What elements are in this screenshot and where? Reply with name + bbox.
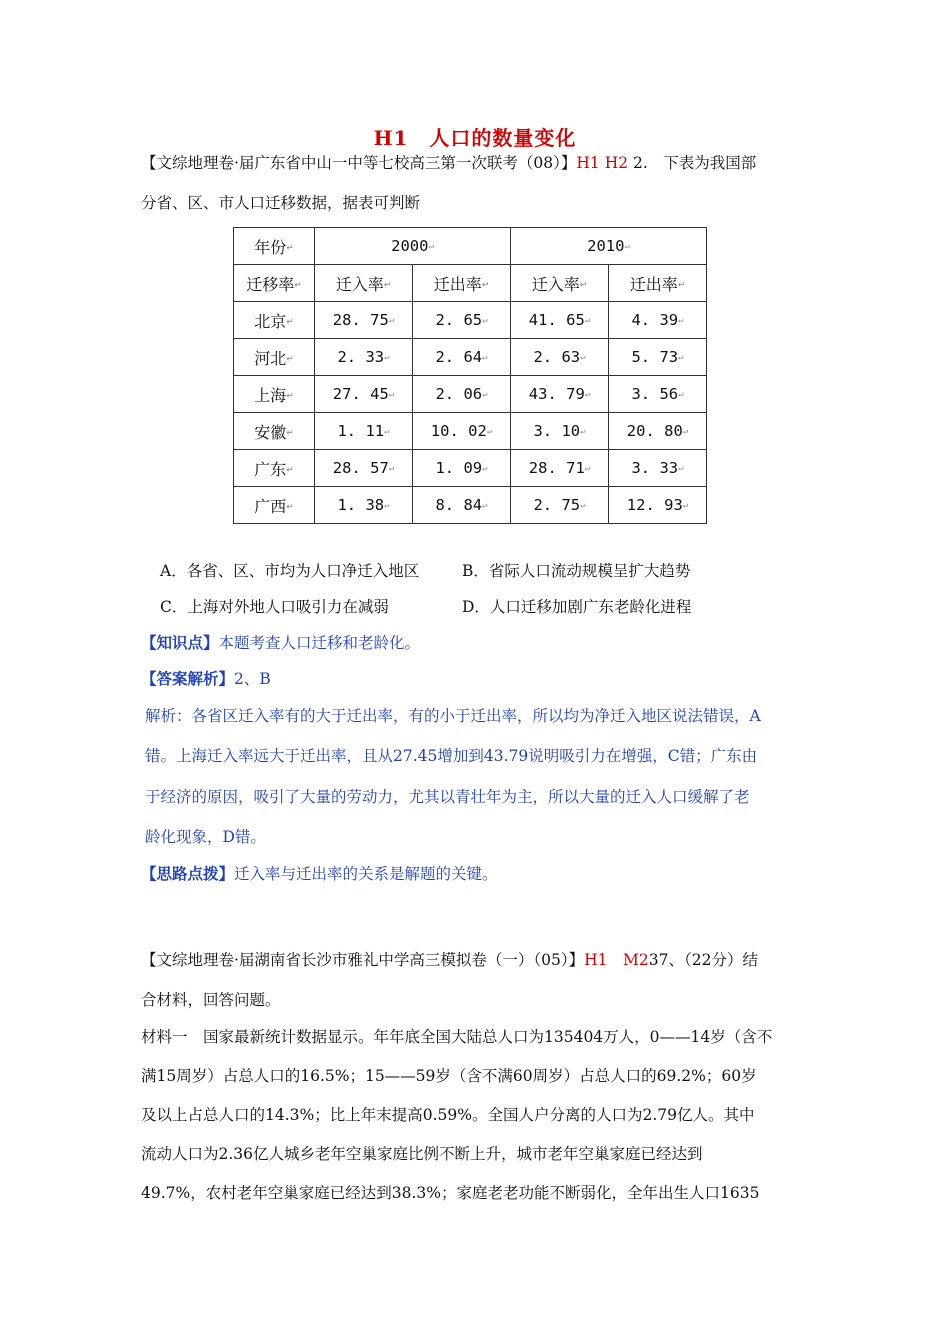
table-row: 北京↵ 28. 75↵ 2. 65↵ 41. 65↵ 4. 39↵ xyxy=(234,302,707,339)
option-b: B．省际人口流动规模呈扩大趋势 xyxy=(462,562,691,580)
material-line-2: 满15周岁）占总人口的16.5%；15——59岁（含不满60周岁）占总人口的69.2%；60岁 xyxy=(141,1067,757,1085)
q1-source: 【文综地理卷·届广东省中山一中等七校高三第一次联考（08）】 xyxy=(141,154,577,172)
header-in-2010: 迁入率↵ xyxy=(511,265,609,302)
q2-line2: 合材料，回答问题。 xyxy=(141,991,281,1009)
knowledge-point: 【知识点】本题考查人口迁移和老龄化。 xyxy=(141,633,421,652)
material-line-4: 流动人口为2.36亿人城乡老年空巢家庭比例不断上升，城市老年空巢家庭已经达到 xyxy=(141,1145,703,1163)
option-d: D．人口迁移加剧广东老龄化进程 xyxy=(462,598,692,616)
table-row: 广西↵ 1. 38↵ 8. 84↵ 2. 75↵ 12. 93↵ xyxy=(234,487,707,524)
explanation-line-4: 龄化现象，D错。 xyxy=(145,828,266,846)
explanation-line-3: 于经济的原因，吸引了大量的劳动力，尤其以青壮年为主，所以大量的迁入人口缓解了老 xyxy=(145,788,750,806)
header-year-2000: 2000↵ xyxy=(315,228,511,265)
explanation-line-2: 错。上海迁入率远大于迁出率，且从27.45增加到43.79说明吸引力在增强，C错；广东由 xyxy=(145,747,758,765)
table-row: 河北↵ 2. 33↵ 2. 64↵ 2. 63↵ 5. 73↵ xyxy=(234,339,707,376)
header-out-2010: 迁出率↵ xyxy=(609,265,707,302)
tip: 【思路点拨】迁入率与迁出率的关系是解题的关键。 xyxy=(141,864,498,883)
q2-line1: 【文综地理卷·届湖南省长沙市雅礼中学高三模拟卷（一）（05）】H1 M237、（22分）结 xyxy=(141,951,758,969)
material-line-5: 49.7%，农村老年空巢家庭已经达到38.3%；家庭老老功能不断弱化，全年出生人口1635 xyxy=(141,1184,760,1202)
page-title: H1 人口的数量变化 xyxy=(373,126,577,150)
header-rate: 迁移率↵ xyxy=(234,265,315,302)
q1-line2: 分省、区、市人口迁移数据，据表可判断 xyxy=(141,194,421,212)
table-row: 广东↵ 28. 57↵ 1. 09↵ 28. 71↵ 3. 33↵ xyxy=(234,450,707,487)
q1-line1 xyxy=(141,152,756,174)
table-row: 安徽↵ 1. 11↵ 10. 02↵ 3. 10↵ 20. 80↵ xyxy=(234,413,707,450)
option-a: A．各省、区、市均为人口净迁入地区 xyxy=(160,562,420,580)
material-line-3: 及以上占总人口的14.3%；比上年末提高0.59%。全国人户分离的人口为2.79亿人。其中 xyxy=(141,1106,755,1124)
header-year-2010: 2010↵ xyxy=(511,228,707,265)
q1-number: 2. 下表为我国部 xyxy=(628,154,757,172)
header-out-2000: 迁出率↵ xyxy=(413,265,511,302)
material-line-1: 材料一 国家最新统计数据显示。年年底全国大陆总人口为135404万人，0——14岁（含不 xyxy=(141,1028,773,1046)
q1-codes: H1 H2 xyxy=(576,154,629,172)
header-year: 年份↵ xyxy=(234,228,315,265)
migration-table xyxy=(233,227,707,524)
answer: 【答案解析】2、B xyxy=(141,669,271,688)
table-row: 上海↵ 27. 45↵ 2. 06↵ 43. 79↵ 3. 56↵ xyxy=(234,376,707,413)
header-in-2000: 迁入率↵ xyxy=(315,265,413,302)
explanation-line-1: 解析：各省区迁入率有的大于迁出率，有的小于迁出率，所以均为净迁入地区说法错误，A xyxy=(145,707,761,725)
option-c: C．上海对外地人口吸引力在减弱 xyxy=(160,598,389,616)
